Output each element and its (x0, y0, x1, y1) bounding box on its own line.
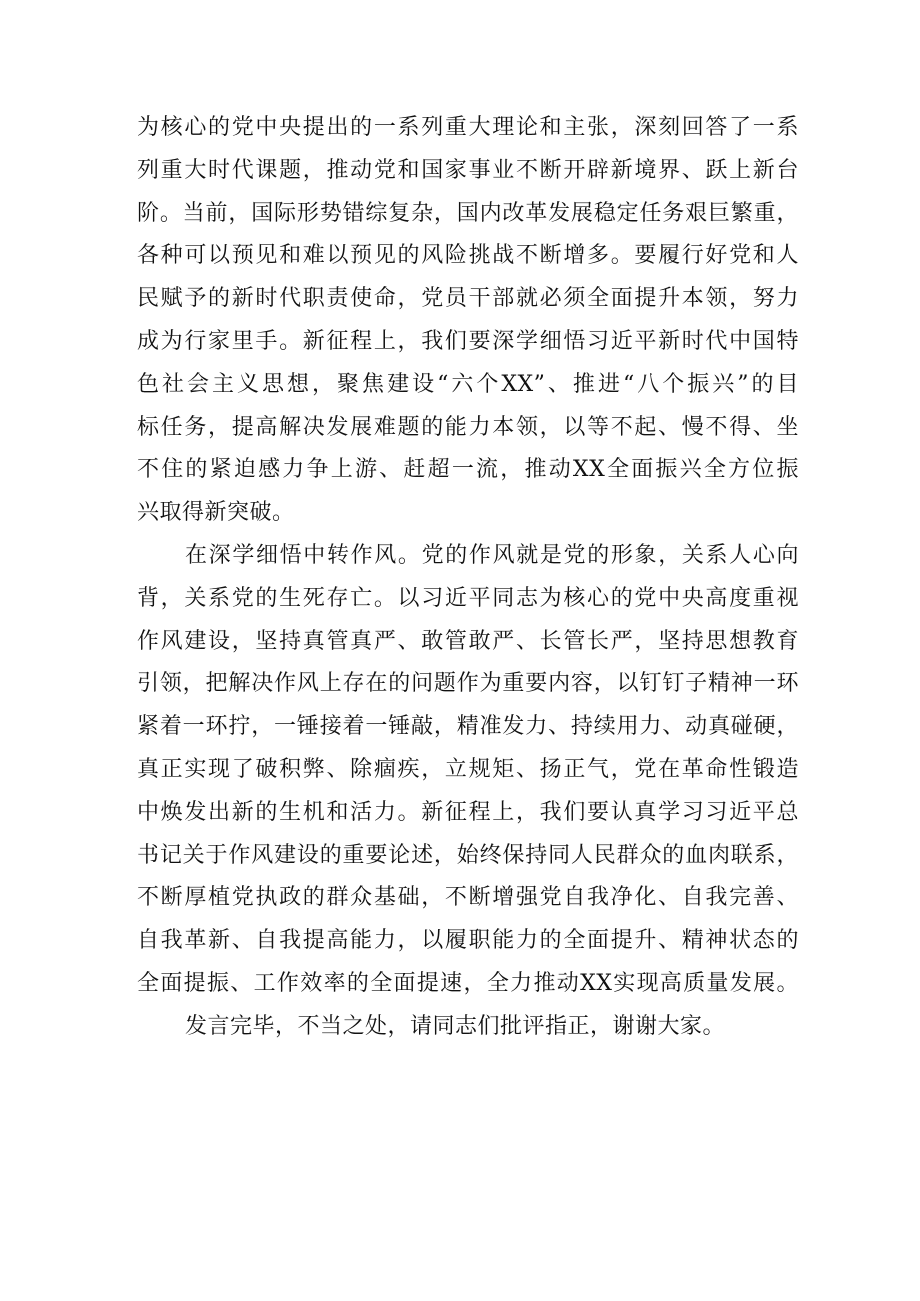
text-line: 背，关系党的生死存亡。以习近平同志为核心的党中央高度重视 (137, 585, 799, 611)
text-line: 自我革新、自我提高能力，以履职能力的全面提升、精神状态的 (137, 928, 799, 954)
paragraph-2 (137, 535, 799, 1006)
text-line: 标任务，提高解决发展难题的能力本领，以等不起、慢不得、坐 (137, 414, 799, 440)
text-line: 书记关于作风建设的重要论述，始终保持同人民群众的血肉联系， (137, 842, 799, 868)
text-line: 民赋予的新时代职责使命，党员干部就必须全面提升本领，努力 (137, 286, 799, 312)
text-line: 阶。当前，国际形势错综复杂，国内改革发展稳定任务艰巨繁重， (137, 200, 799, 226)
paragraph-1 (137, 107, 799, 535)
text-line: 真正实现了破积弊、除痼疾，立规矩、扬正气，党在革命性锻造 (137, 756, 799, 782)
closing-line: 发言完毕，不当之处，请同志们批评指正，谢谢大家。 (185, 1013, 726, 1039)
document-body (137, 107, 799, 1049)
text-line: 全面提振、工作效率的全面提速，全力推动XX实现高质量发展。 (137, 970, 799, 996)
text-line: 作风建设，坚持真管真严、敢管敢严、长管长严，坚持思想教育 (137, 628, 799, 654)
text-line: 列重大时代课题，推动党和国家事业不断开辟新境界、跃上新台 (137, 157, 799, 183)
text-line: 成为行家里手。新征程上，我们要深学细悟习近平新时代中国特 (137, 328, 799, 354)
text-line: 兴取得新突破。 (137, 500, 295, 526)
text-line: 不断厚植党执政的群众基础，不断增强党自我净化、自我完善、 (137, 885, 799, 911)
text-line: 紧着一环拧，一锤接着一锤敲，精准发力、持续用力、动真碰硬， (137, 714, 799, 740)
paragraph-3 (137, 1006, 799, 1049)
text-line: 不住的紧迫感力争上游、赶超一流，推动XX全面振兴全方位振 (137, 457, 799, 483)
text-line: 各种可以预见和难以预见的风险挑战不断增多。要履行好党和人 (137, 243, 799, 269)
text-line: 引领，把解决作风上存在的问题作为重要内容，以钉钉子精神一环 (137, 671, 799, 697)
text-line: 在深学细悟中转作风。党的作风就是党的形象，关系人心向 (185, 542, 799, 568)
text-line: 中焕发出新的生机和活力。新征程上，我们要认真学习习近平总 (137, 799, 799, 825)
text-line: 色社会主义思想，聚焦建设“六个XX”、推进“八个振兴”的目 (137, 371, 799, 397)
text-line: 为核心的党中央提出的一系列重大理论和主张，深刻回答了一系 (137, 115, 799, 140)
